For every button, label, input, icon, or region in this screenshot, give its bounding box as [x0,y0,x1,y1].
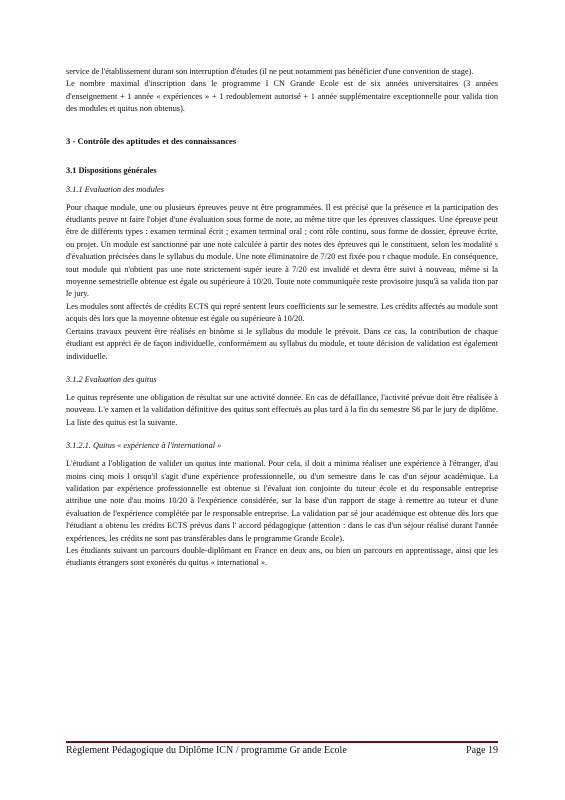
section-3-1-2-1-paragraph-1: L'étudiant a l'obligation de valider un quitus inte rnational. Pour cela, il doit a minima réaliser une expérience à l'étranger, d'au moins cinq mois l orsqu'il s'agit d'une expérience professionnelle, ou d'un semestre dans le cas d'un séjour académique. La validation par expérience professionnelle est obtenue si l'évaluat ion conjointe du tuteur école et du responsable entreprise attribue une note d'au moins 10/20 à l'expérience considérée, sur la base d'un rapport de stage à remettre au tuteur et d'une évaluation de l'expérience complétée par le responsable entreprise. La validation par sé jour académique est obtenue dès lors que l'étudiant a obtenu les crédits ECTS prévus dans l' accord pédagogique (attention : dans le cas d'un séjour réalisé durant l'année expériences, les crédits ne sont pas transférables dans le programme Grande Ecole). [66,459,498,543]
intro-paragraph-2: Le nombre maximal d'inscription dans le programme I CN Grande Ecole est de six années universitaires (3 années d'enseignement + 1 année « expériences » + 1 redoublement autorisé + 1 année supplémentaire exceptionnelle pour valida tion des modules et quitus non obtenus). [66,79,498,114]
section-3-1-2-heading: 3.1.2 Evaluation des quitus [66,374,157,384]
section-3-1-2-1-paragraph-2: Les étudiants suivant un parcours double-diplômant en France en deux ans, ou bien un parcours en apprentissage, ainsi que les étudiants étrangers sont exonérés du quitus « international ». [66,545,498,568]
page-number: Page 19 [466,745,498,756]
section-3-heading: 3 - Contrôle des aptitudes et des connaissances [66,135,237,146]
section-3-1-1-paragraph-3: Certains travaux peuvent être réalisés en binôme si le syllabus du module le prévoit. Dans ce cas, la contribution de chaque étudiant est appréci ée de façon individuelle, conformément au syllabus du module, et toute décision de validation est également individuelle. [66,326,498,361]
section-3-1-1-paragraph-2: Les modules sont affectés de crédits ECTS qui repré sentent leurs coefficients sur le semestre. Les crédits affectés au module sont acquis dès lors que la moyenne obtenue est égale ou supérieure à 10/20. [66,301,498,324]
section-3-1-heading: 3.1 Dispositions générales [66,165,157,175]
section-3-1-2-1-heading: 3.1.2.1. Quitus « expérience à l'international » [66,441,222,451]
intro-paragraph-1: service de l'établissement durant son interruption d'études (il ne peut notamment pas bénéficier d'une convention de stage). [66,67,474,76]
section-3-1-2-paragraph-1: Le quitus représente une obligation de résultat sur une activité donnée. En cas de défaillance, l'activité prévue doit être réalisée à nouveau. L'e xamen et la validation définitive des quitus sont effectués au plus tard à la fin du semestre S6 par le jury de diplôme. La liste des quitus est la suivante. [66,392,498,427]
page-footer [66,745,498,756]
footer-document-title: Règlement Pédagogique du Diplôme ICN / programme Gr ande Ecole [66,745,347,756]
section-3-1-1-paragraph-1: Pour chaque module, une ou plusieurs épreuves peuve nt être programmées. Il est précisé que la présence et la participation des étudiants peuve nt faire l'objet d'une évaluation sous forme de note, au même titre que les épreuves classiques. Une épreuve peut être de différents types : examen terminal écrit ; examen terminal oral ; cont rôle continu, sous forme de dossier, épreuve écrite, ou projet. Un module est sanctionné par une note calculée à partir des notes des épreuves qui le constituent, selon les modalité s d'évaluation précisées dans le syllabus du module. Une note éliminatoire de 7/20 est fixée pou r chaque module. En conséquence, tout module qui n'obtient pas une note strictement supér ieure à 7/20 est invalidé et devra être suivi à nouveau, même si la moyenne semestrielle obtenue est égale ou supérieure à 10/20. Toute note communiquée reste provisoire jusqu'à sa valida tion par le jury. [66,202,498,299]
footer-rule [66,741,498,743]
document-body [66,66,498,570]
section-3-1-1-heading: 3.1.1 Evaluation des modules [66,184,164,194]
